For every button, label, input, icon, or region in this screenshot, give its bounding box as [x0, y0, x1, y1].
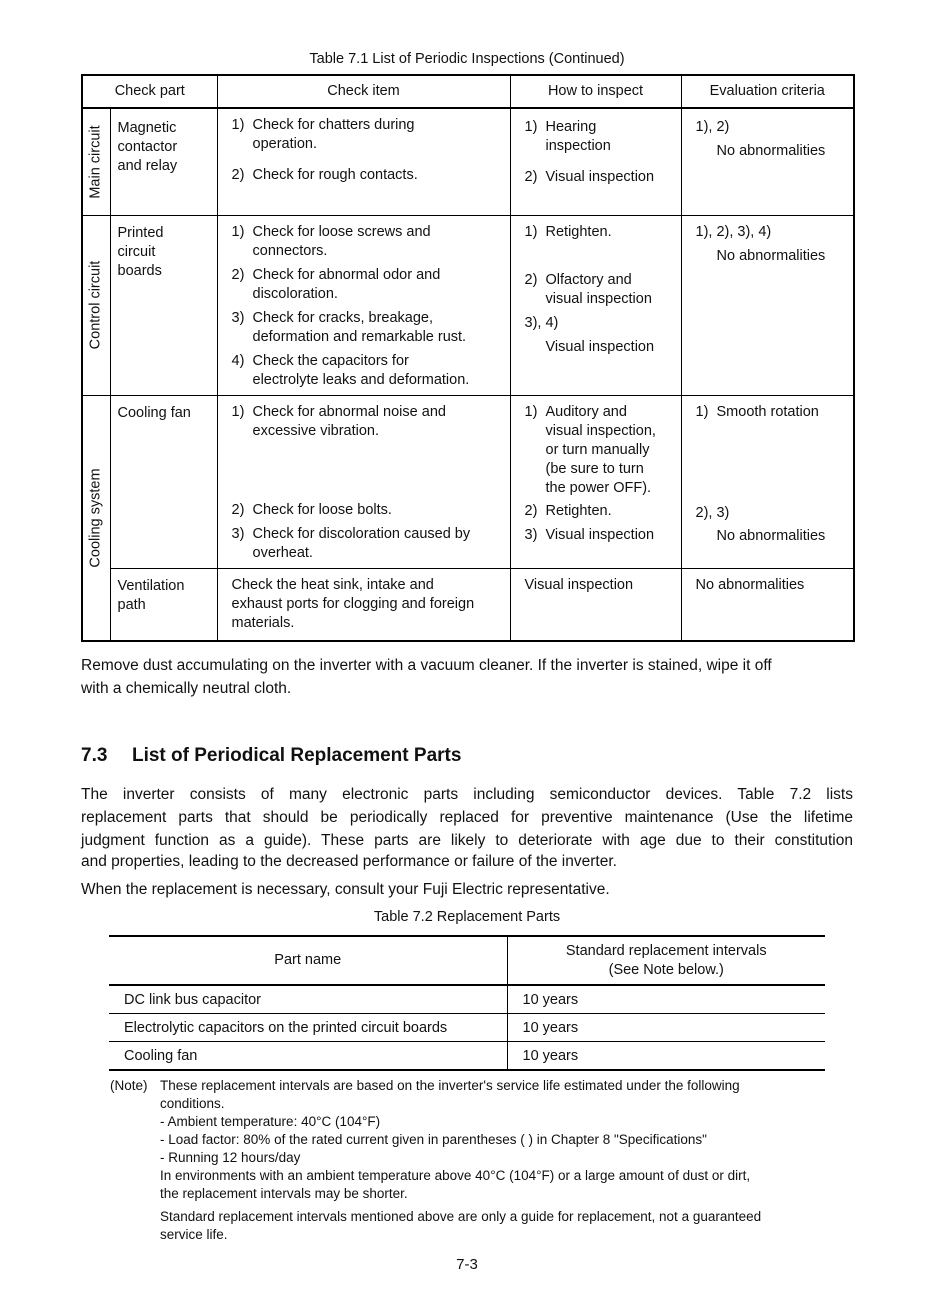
header-check-part: Check part	[82, 75, 217, 108]
eval-cell	[681, 395, 854, 568]
how-number: 1)	[524, 223, 538, 240]
part-cell	[110, 108, 217, 215]
item-text: electrolyte leaks and deformation.	[252, 371, 470, 388]
section-heading	[81, 745, 461, 767]
item-text: Check the capacitors for	[252, 352, 409, 369]
item-number: 3)	[231, 309, 245, 326]
item-text: Check for abnormal odor and	[252, 266, 441, 283]
interval-cell: 10 years	[507, 1042, 825, 1071]
header-how-to-inspect: How to inspect	[510, 75, 681, 108]
item-text: materials.	[231, 614, 295, 631]
item-text: connectors.	[252, 242, 328, 259]
interval-cell: 10 years	[507, 985, 825, 1014]
how-text: Retighten.	[545, 502, 612, 519]
replacement-parts-table	[109, 935, 825, 1071]
header-part-name: Part name	[109, 936, 507, 985]
how-text: Visual inspection	[524, 576, 634, 593]
items-cell	[217, 395, 510, 568]
paragraph-line: Remove dust accumulating on the inverter with a vacuum cleaner. If the inverter is stained, wipe it off	[81, 657, 772, 674]
how-cell	[510, 215, 681, 395]
table-row-printed-circuit-boards	[82, 215, 854, 395]
part-line: Ventilation	[117, 577, 185, 594]
header-line: (See Note below.)	[608, 961, 724, 978]
item-text: operation.	[252, 136, 317, 152]
paragraph-line: with a chemically neutral cloth.	[81, 680, 292, 697]
how-cell	[510, 108, 681, 215]
header-check-item: Check item	[217, 75, 510, 108]
part-line: path	[117, 596, 146, 613]
table-row-magnetic-contactor	[82, 108, 854, 215]
how-number: 3), 4)	[524, 314, 559, 331]
how-text: Hearing	[545, 119, 597, 135]
how-number: 2)	[524, 169, 538, 185]
header-intervals	[507, 936, 825, 985]
items-cell	[217, 568, 510, 641]
item-text: Check the heat sink, intake and	[231, 576, 434, 593]
item-number: 1)	[231, 117, 245, 133]
table-row	[109, 985, 825, 1014]
section-number: 7.3	[81, 745, 108, 766]
note-line: In environments with an ambient temperature above 40°C (104°F) or a large amount of dust or dirt,	[160, 1168, 751, 1183]
section-title: List of Periodical Replacement Parts	[131, 745, 462, 766]
how-number: 2)	[524, 502, 538, 519]
item-text: Check for cracks, breakage,	[252, 309, 434, 326]
eval-ref: 1)	[695, 403, 709, 420]
group-label: Control circuit	[87, 260, 104, 350]
item-number: 2)	[231, 167, 245, 183]
paragraph-line: and properties, leading to the decreased performance or failure of the inverter.	[81, 853, 617, 870]
eval-ref: 1), 2)	[695, 119, 730, 135]
cleaning-paragraph	[81, 654, 871, 700]
note-line: conditions.	[160, 1096, 225, 1111]
table-header-row	[82, 75, 854, 108]
table-7-2-caption: Table 7.2 Replacement Parts	[373, 909, 561, 925]
how-text: or turn manually	[545, 441, 650, 458]
group-control-circuit	[82, 215, 110, 395]
page-number: 7-3	[456, 1256, 478, 1273]
eval-text: No abnormalities	[716, 247, 826, 264]
header-evaluation-criteria: Evaluation criteria	[681, 75, 854, 108]
section-paragraph-2: When the replacement is necessary, consult your Fuji Electric representative.	[81, 881, 610, 898]
item-text: discoloration.	[252, 285, 338, 302]
eval-text: No abnormalities	[716, 143, 826, 159]
header-line: Standard replacement intervals	[565, 942, 767, 959]
item-text: exhaust ports for clogging and foreign	[231, 595, 475, 612]
how-text: visual inspection,	[545, 422, 656, 439]
item-number: 2)	[231, 266, 245, 283]
how-number: 1)	[524, 403, 538, 420]
items-cell	[217, 215, 510, 395]
part-line: boards	[117, 262, 162, 279]
table-row-ventilation-path	[82, 568, 854, 641]
part-name-cell: Cooling fan	[109, 1042, 507, 1071]
how-text: Visual inspection	[545, 526, 655, 543]
section-paragraph-1-last	[81, 850, 853, 873]
item-text: Check for abnormal noise and	[252, 403, 446, 420]
group-main-circuit	[82, 108, 110, 215]
item-number: 2)	[231, 501, 245, 518]
group-label: Main circuit	[87, 125, 104, 199]
item-text: Check for chatters during	[252, 117, 415, 133]
how-number: 2)	[524, 271, 538, 288]
item-number: 4)	[231, 352, 245, 369]
eval-text: No abnormalities	[695, 576, 805, 593]
item-number: 1)	[231, 403, 245, 420]
paragraph-line: judgment function as a guide). These parts are likely to deteriorate with age due to their constitution	[81, 832, 853, 849]
eval-cell	[681, 568, 854, 641]
part-cell	[110, 568, 217, 641]
section-paragraph-1	[81, 783, 853, 852]
table-7-1-caption: Table 7.1 List of Periodic Inspections (Continued)	[309, 51, 625, 67]
group-label: Cooling system	[87, 468, 104, 568]
item-text: Check for loose bolts.	[252, 501, 392, 518]
eval-text: No abnormalities	[716, 527, 826, 544]
how-text: Olfactory and	[545, 271, 632, 288]
item-text: excessive vibration.	[252, 422, 380, 439]
how-text: inspection	[545, 138, 611, 154]
eval-ref: 2), 3)	[695, 504, 730, 521]
part-line: circuit	[117, 243, 156, 260]
part-line: and relay	[117, 158, 178, 174]
note-line: These replacement intervals are based on the inverter's service life estimated under the following	[160, 1078, 740, 1093]
how-text: Auditory and	[545, 403, 627, 420]
items-cell	[217, 108, 510, 215]
note-line: Standard replacement intervals mentioned above are only a guide for replacement, not a guaranteed	[160, 1209, 762, 1224]
interval-cell: 10 years	[507, 1014, 825, 1042]
table-row	[109, 1042, 825, 1071]
how-text: Retighten.	[545, 223, 612, 240]
how-cell	[510, 395, 681, 568]
part-line: Cooling fan	[117, 404, 191, 421]
item-number: 1)	[231, 223, 245, 240]
eval-cell	[681, 108, 854, 215]
note-body	[160, 1077, 840, 1244]
how-number: 3)	[524, 526, 538, 543]
part-line: Printed	[117, 224, 164, 241]
paragraph-line: The inverter consists of many electronic parts including semiconductor devices. Table 7.2 lists	[81, 786, 853, 803]
item-text: Check for loose screws and	[252, 223, 431, 240]
note-line: service life.	[160, 1227, 228, 1242]
note-label: (Note)	[110, 1078, 148, 1093]
item-text: deformation and remarkable rust.	[252, 328, 467, 345]
how-number: 1)	[524, 119, 538, 135]
item-text: overheat.	[252, 544, 313, 561]
part-cell	[110, 215, 217, 395]
item-text: Check for discoloration caused by	[252, 525, 471, 542]
periodic-inspections-table	[81, 74, 855, 642]
part-name-cell: DC link bus capacitor	[109, 985, 507, 1014]
how-text: (be sure to turn	[545, 460, 644, 477]
group-cooling-system	[82, 395, 110, 641]
table-row	[109, 1014, 825, 1042]
note-line: - Running 12 hours/day	[160, 1150, 301, 1165]
how-text: the power OFF).	[545, 479, 652, 496]
part-name-cell: Electrolytic capacitors on the printed circuit boards	[109, 1014, 507, 1042]
how-text: Visual inspection	[545, 169, 655, 185]
table-row-cooling-fan	[82, 395, 854, 568]
item-number: 3)	[231, 525, 245, 542]
eval-text: Smooth rotation	[716, 403, 819, 420]
note-line: the replacement intervals may be shorter.	[160, 1186, 408, 1201]
note-line: - Load factor: 80% of the rated current given in parentheses ( ) in Chapter 8 "Specifications"	[160, 1132, 707, 1147]
eval-ref: 1), 2), 3), 4)	[695, 223, 772, 240]
how-cell	[510, 568, 681, 641]
note-line: - Ambient temperature: 40°C (104°F)	[160, 1114, 381, 1129]
part-line: contactor	[117, 139, 178, 155]
eval-cell	[681, 215, 854, 395]
part-cell	[110, 395, 217, 568]
part-line: Magnetic	[117, 120, 177, 136]
table-header-row	[109, 936, 825, 985]
how-text: Visual inspection	[545, 338, 655, 355]
how-text: visual inspection	[545, 290, 652, 307]
item-text: Check for rough contacts.	[252, 167, 418, 183]
paragraph-line: replacement parts that should be periodically replaced for preventive maintenance (Use the lifetime	[81, 809, 853, 826]
